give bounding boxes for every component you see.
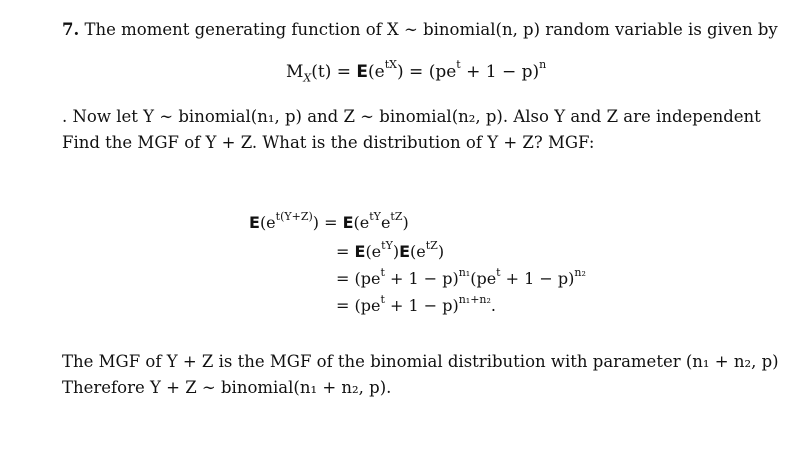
derivation-step-1: $E(e^{t(Y+Z)}) = E(e^{tY}e^{tZ})$ [249, 209, 409, 232]
problem-number: 7. [62, 20, 80, 39]
conclusion-line-1: The MGF of Y + Z is the MGF of the binomial distribution with parameter (n₁ + n₂, p) [62, 352, 779, 371]
mgf-formula: $M_X(t) = E(e^{tX}) = (pe^t + 1 - p)^n$ [286, 58, 547, 85]
problem-intro [62, 20, 778, 40]
conclusion-line-2: Therefore Y + Z ∼ binomial(n₁ + n₂, p). [62, 378, 392, 397]
derivation-step-2: = $E(e^{tY})E(e^{tZ})$ [336, 238, 445, 261]
derivation-step-3: = $(pe^t + 1 - p)^{n_1}(pe^t + 1 - p)^{n_2}$ [336, 265, 586, 288]
problem-line-3: Find the MGF of Y + Z. What is the distribution of Y + Z? MGF: [62, 133, 595, 152]
problem-line-2: . Now let Y ∼ binomial(n₁, p) and Z ∼ binomial(n₂, p). Also Y and Z are independent [62, 107, 761, 126]
derivation-step-4: = $(pe^t + 1 - p)^{n_1+n_2}$. [336, 292, 497, 315]
problem-intro-text: The moment generating function of X ∼ binomial(n, p) random variable is given by [84, 20, 778, 39]
